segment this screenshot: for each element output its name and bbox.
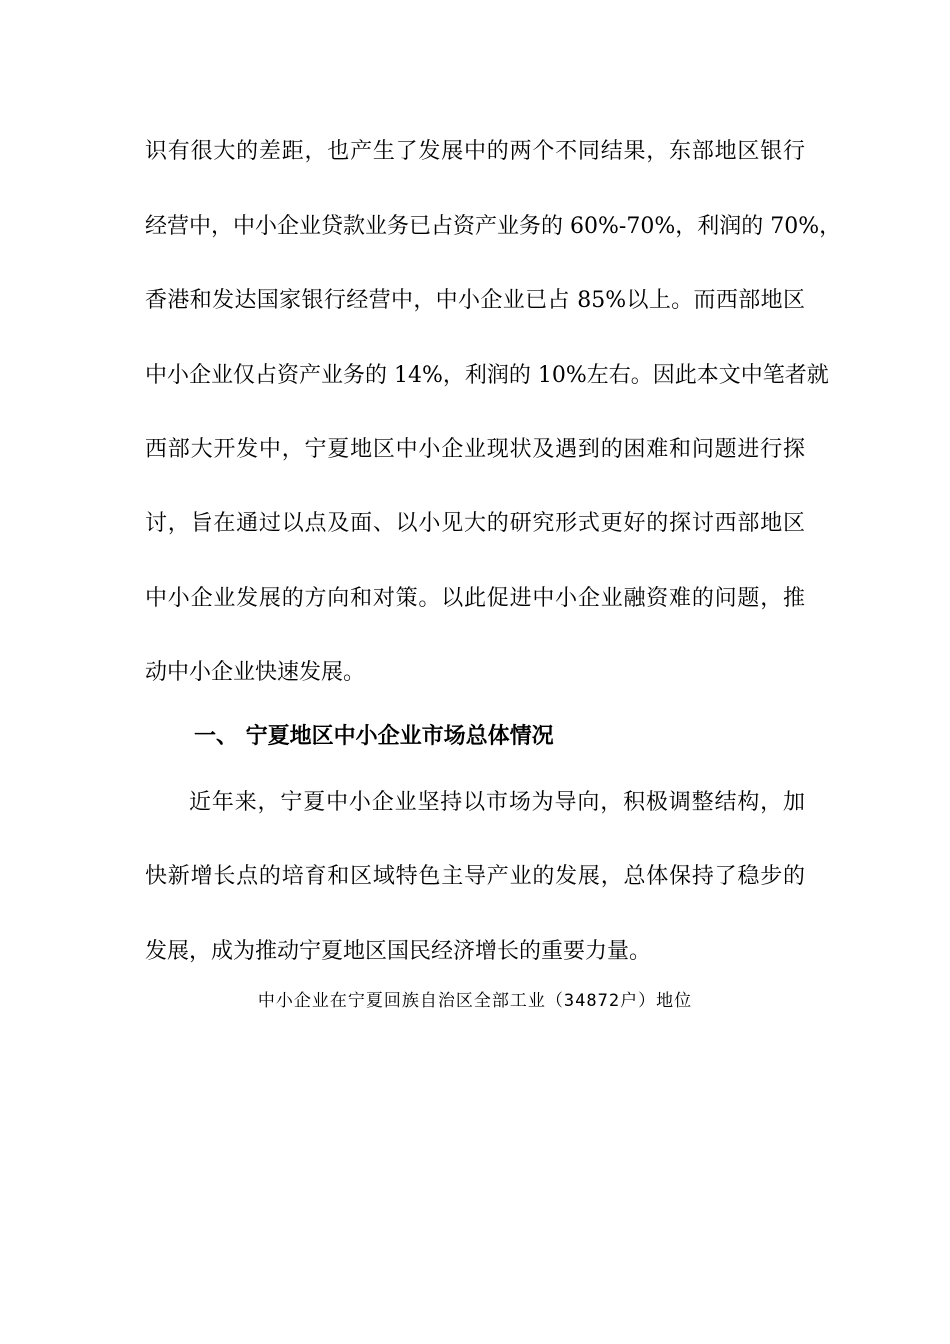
paragraph-line: 香港和发达国家银行经营中，中小企业已占 85%以上。而西部地区 <box>145 288 805 313</box>
paragraph-line: 动中小企业快速发展。 <box>145 660 366 685</box>
paragraph-line: 讨，旨在通过以点及面、以小见大的研究形式更好的探讨西部地区 <box>145 511 805 536</box>
paragraph-line: 西部大开发中，宁夏地区中小企业现状及遇到的困难和问题进行探 <box>145 437 805 462</box>
paragraph-line: 快新增长点的培育和区域特色主导产业的发展，总体保持了稳步的 <box>145 864 805 889</box>
paragraph-line: 近年来，宁夏中小企业坚持以市场为导向，积极调整结构，加 <box>189 790 805 815</box>
paragraph-line: 中小企业仅占资产业务的 14%，利润的 10%左右。因此本文中笔者就 <box>145 363 829 388</box>
table-caption: 中小企业在宁夏回族自治区全部工业（34872户）地位 <box>257 991 693 1011</box>
paragraph-line: 中小企业发展的方向和对策。以此促进中小企业融资难的问题，推 <box>145 586 805 611</box>
paragraph-line: 发展，成为推动宁夏地区国民经济增长的重要力量。 <box>145 939 652 964</box>
paragraph-line: 识有很大的差距，也产生了发展中的两个不同结果，东部地区银行 <box>145 139 805 164</box>
paragraph-line: 经营中，中小企业贷款业务已占资产业务的 60%-70%，利润的 70%， <box>145 214 842 239</box>
section-heading: 一、 宁夏地区中小企业市场总体情况 <box>194 724 554 749</box>
